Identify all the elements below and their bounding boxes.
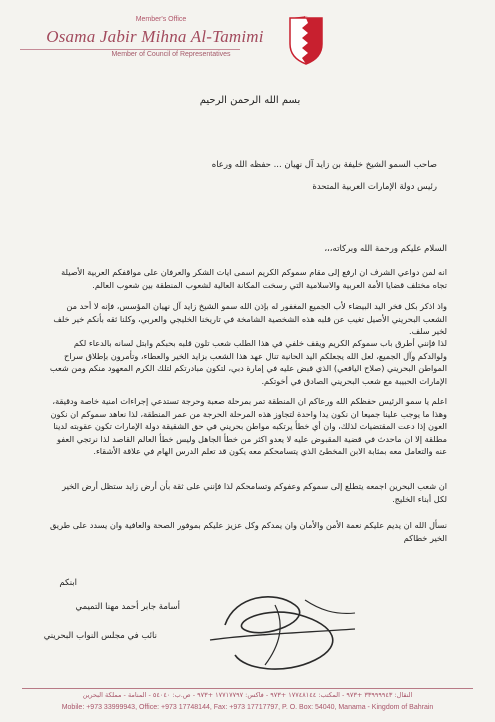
basmala: بسم الله الرحمن الرحيم <box>199 95 301 106</box>
signer-name: أسامة جابر أحمد مهنا التميمي <box>75 602 180 612</box>
office-label: Member's Office <box>135 16 187 23</box>
bahrain-emblem-icon <box>286 14 326 66</box>
signer-title: نائب في مجلس النواب البحريني <box>43 631 157 641</box>
paragraph-3: لذا فإنني أطرق باب سموكم الكريم ويقف خلفي في هذا الطلب شعب تلون قلبه بحبكم وابتل لسانه بالدعاء لكم ولوالدكم وآل الجميع، لعل الله يجعلكم اليد الحانية تنال عهد هذا الشعب بزايد الخير والعطاء، وتأمرون بإطلاق سراح المواطن البحريني (صلاح اليافعي) الذي قبض عليه في إمارة دبي، لتكون مبادرتكم لتلك الكرم المعهود منكم ومن شعب الإمارات الحبيبة مع شعب البحريني الصادق في أخوتكم. <box>49 338 447 386</box>
footer-contact-english: Mobile: +973 33999943, Office: +973 17748144, Fax: +973 17717797, P. O. Box: 54040, Manama - Kingdom of Bahrain <box>61 704 434 711</box>
letterhead-rule <box>20 49 240 50</box>
addressee-line-1: صاحب السمو الشيخ خليفة بن زايد آل نهيان ... حفظه الله ورعاه <box>211 160 437 170</box>
paragraph-4: اعلم يا سمو الرئيس حفظكم الله ورعاكم ان المنطقة تمر بمرحلة صعبة وحرجة تستدعي إجراءات امنية خاصة ودقيقة، وهذا ما يوجب علينا جميعا ان نكون يدا واحدة لتجاوز هذه المرحلة الحرجة من عمر المنطقة، لذا نعاهد سموكم ان نكون العون إذا دعت المقتضيات لذلك، وان أي خطأ يرتكبه مواطن بحريني في حق الشقيقة دولة الإمارات تكون عقوبته لدينا مطلقة إلا ان ماحدث في قضية المقبوض عليه لا يعدو اكثر من خطأ الجاهل وليس خطأ العالم القاصد لذا نرتجي العفو عنه والتعامل معه بمثابة الابن المخطئ الذي يتسامحكم معه يكون قد تعلم الدرس الهام في علاقة الأشقاء. <box>50 396 447 457</box>
closing: ابنكم <box>59 578 77 588</box>
member-name: Osama Jabir Mihna Al-Tamimi <box>46 27 264 46</box>
footer-rule <box>22 688 473 689</box>
footer-contact-arabic: النقال: ٣٣٩٩٩٩٤٣ +٩٧٣ - المكتب: ١٧٧٤٨١٤٤ +٩٧٣ - فاكس: ١٧٧١٧٧٩٧ +٩٧٣ - ص.ب: ٥٤٠٤٠ - المنامة - مملكة البحرين <box>82 691 413 699</box>
paragraph-2: واذ اذكر بكل فخر اليد البيضاء لأب الجميع المغفور له بإذن الله سمو الشيخ زايد آل نهيان المؤسس، فإنه لا أحد من الشعب البحريني الأصيل تغيب عن قلبه هذه الشخصية الشامخة في تاريخنا الخليجي والعربي، وكلنا ثقه بأنكم خير خلف لخير سلف. <box>53 301 447 337</box>
letterhead-footer <box>0 686 495 722</box>
paragraph-5: ان شعب البحرين اجمعه يتطلع إلى سموكم وعفوكم وتسامحكم لذا فإنني على ثقة بأن أرض زايد ستظل أرض الخير لكل أبناء الخليج. <box>62 481 447 504</box>
addressee-line-2: رئيس دولة الإمارات العربية المتحدة <box>312 182 437 192</box>
paragraph-6: نسأل الله ان يديم عليكم نعمة الأمن والأمان وان يمدكم وكل عزيز عليكم بموفور الصحة والعافية وان يسدد على طريق الخير خطاكم <box>49 520 447 543</box>
paragraph-1: انه لمن دواعي الشرف ان ارفع إلى مقام سموكم الكريم اسمى ايات الشكر والعرفان على مواقفكم العربية الأصيلة تجاه مختلف قضايا الأمة العربية والاسلامية التي رسخت المكانة العالية لشعوب المنطقة بين شعوب العالم. <box>61 267 447 290</box>
handwritten-signature <box>205 585 360 680</box>
council-label: Member of Council of Representatives <box>111 51 231 58</box>
greeting: السلام عليكم ورحمة الله وبركاته،،، <box>324 244 447 254</box>
letterhead <box>0 0 495 80</box>
